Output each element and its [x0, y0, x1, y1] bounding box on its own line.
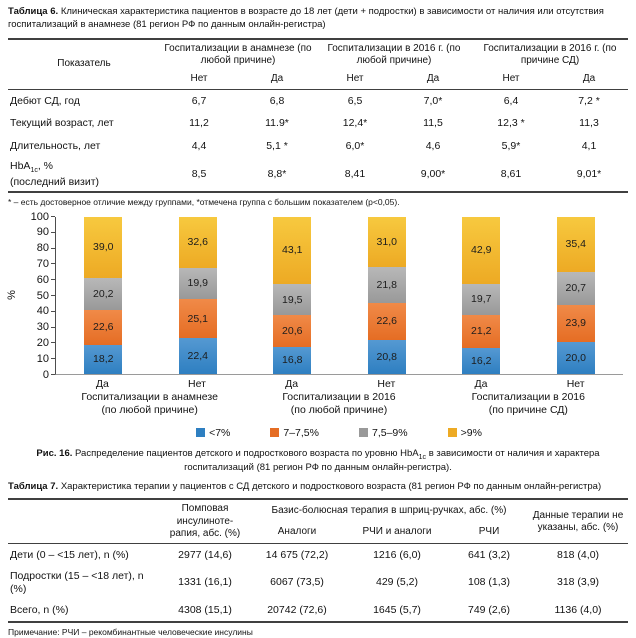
table6-row-label-hba1c: HbA$_{1c}$, % (последний визит)	[10, 160, 100, 188]
legend-label: 7–7,5%	[283, 426, 319, 439]
table6-cell: 6,5	[347, 94, 363, 107]
table7-corner-cell	[8, 499, 160, 543]
table6-cell: 6,7	[191, 94, 207, 107]
y-axis-title: %	[5, 289, 18, 300]
bar-segment: 35,4	[557, 217, 595, 273]
x-category-label: Да	[95, 377, 109, 390]
hba1c-subscript: 1c	[418, 453, 427, 461]
table6-subheader: Да	[270, 73, 284, 85]
bar-segment: 42,9	[462, 217, 500, 284]
y-tick	[25, 305, 55, 317]
table7-cell: 1136 (4,0)	[554, 604, 602, 617]
table7	[8, 498, 628, 623]
legend-swatch	[448, 428, 457, 437]
table6-cell: 9,00*	[420, 168, 446, 181]
table6-row-label: Дебют СД, год	[10, 94, 80, 107]
table6-row-label: Текущий возраст, лет	[10, 117, 114, 130]
plot-area	[55, 217, 623, 375]
legend-item	[448, 427, 482, 439]
table6-cell: 4,6	[425, 139, 441, 152]
legend-label: 7,5–9%	[372, 426, 408, 439]
y-tick	[25, 369, 55, 381]
legend-swatch	[270, 428, 279, 437]
bar-segment: 23,9	[557, 305, 595, 343]
table7-cell: 4308 (15,1)	[178, 604, 232, 617]
table6-subheader: Да	[582, 73, 596, 85]
legend-label: <7%	[209, 426, 231, 439]
bar-segment: 18,2	[84, 345, 122, 374]
table7-note: Примечание: РЧИ – рекомбинантные человеческие инсулины	[8, 627, 253, 638]
table6-cell: 11,2	[189, 117, 209, 130]
table6-group-header-2016-any: Госпитализации в 2016 г. (по любой причине)	[327, 43, 461, 67]
table6-cell: 8,41	[344, 168, 366, 181]
table6-cell: 11,5	[423, 117, 443, 130]
hba1c-subscript: 1c	[30, 167, 38, 175]
x-category-label: Да	[285, 377, 299, 390]
bar	[179, 217, 217, 374]
table7-cell: 1216 (6,0)	[373, 548, 421, 561]
table7-cell: 108 (1,3)	[467, 576, 511, 589]
table6-cell: 11.9*	[265, 117, 289, 130]
table6-header-pokazatel: Показатель	[57, 58, 111, 70]
table7-cell: 749 (2,6)	[467, 604, 511, 617]
bar-segment: 22,6	[368, 303, 406, 340]
table7-cell: 818 (4,0)	[557, 548, 600, 561]
chart-group-label: Госпитализации в 2016 (по причине СД)	[471, 390, 585, 417]
x-category-label: Нет	[566, 377, 585, 390]
bar	[462, 217, 500, 374]
table6-subheader: Да	[426, 73, 440, 85]
bar-segment: 22,6	[84, 310, 122, 345]
table6-caption-text: Клиническая характеристика пациентов в возрасте до 18 лет (дети + подростки) в зависимости от наличия или отсутствия госпитализаций в анамнезе (81 регион РФ по данным онлайн-регистра)	[8, 6, 604, 30]
table6-cell: 11,3	[579, 117, 599, 130]
table6-cell: 4,1	[581, 139, 597, 152]
table7-subheader: РЧИ	[478, 526, 500, 538]
table7-cell: 20742 (72,6)	[267, 604, 327, 617]
table7-cell: 1645 (5,7)	[373, 604, 421, 617]
bar-segment: 22,4	[179, 338, 217, 373]
table6-row	[8, 157, 628, 192]
table7-subheader: Аналоги	[277, 526, 317, 538]
y-tick-label: 0	[42, 368, 49, 381]
legend-item	[270, 427, 319, 439]
table6-cell: 12,4*	[342, 117, 368, 130]
table6-cell: 4,4	[191, 139, 207, 152]
table6-subheader: Нет	[346, 73, 364, 85]
bar-segment: 20,7	[557, 272, 595, 304]
y-tick-label: 30	[36, 321, 49, 334]
bar	[84, 217, 122, 374]
bar-segment: 32,6	[179, 217, 217, 268]
y-tick	[25, 321, 55, 333]
y-tick	[25, 274, 55, 286]
bar-segment: 20,8	[368, 340, 406, 374]
table7-row-label: Подростки (15 – <18 лет), n (%)	[10, 570, 144, 595]
table6-cell: 7,2 *	[578, 94, 600, 107]
bar-segment: 21,2	[462, 315, 500, 348]
y-tick	[25, 353, 55, 365]
table7-cell: 429 (5,2)	[375, 576, 419, 589]
bar-segment: 16,2	[462, 348, 500, 373]
table7-cell: 14 675 (72,2)	[265, 548, 329, 561]
legend-swatch	[359, 428, 368, 437]
y-tick	[25, 242, 55, 254]
table6-row-label: Длительность, лет	[10, 139, 101, 152]
y-tick	[25, 258, 55, 270]
bar	[273, 217, 311, 374]
chart-group-label: Госпитализации в 2016 (по любой причине)	[282, 390, 396, 417]
table6-cell: 6,4	[503, 94, 519, 107]
x-axis-labels	[55, 378, 623, 390]
table6-cell: 6,0*	[345, 139, 365, 152]
table7-cell: 6067 (73,5)	[270, 576, 324, 589]
bar-segment: 43,1	[273, 217, 311, 285]
table7-row	[8, 566, 628, 600]
y-tick-label: 60	[36, 273, 49, 286]
y-tick	[25, 337, 55, 349]
table7-header-basis: Базис-болюсная терапия в шприц-ручках, абс. (%)	[271, 505, 507, 517]
y-tick-label: 10	[36, 352, 49, 365]
table6	[8, 38, 628, 193]
table7-caption: Таблица 7. Характеристика терапии у пациентов с СД детского и подросткового возраста (81 регион РФ по данным онлайн-регистра)	[8, 480, 602, 492]
table6-cell: 5,1 *	[266, 139, 288, 152]
chart-group-label: Госпитализации в анамнезе (по любой причине)	[81, 390, 218, 417]
table6-subheader: Нет	[190, 73, 208, 85]
bar-segment: 19,7	[462, 284, 500, 315]
table6-row	[8, 112, 628, 135]
y-tick-label: 40	[36, 305, 49, 318]
table6-row	[8, 135, 628, 158]
table7-row	[8, 600, 628, 623]
table7-header-unknown: Данные терапии не указаны, абс. (%)	[532, 509, 624, 533]
table7-cell: 641 (3,2)	[467, 548, 511, 561]
table6-group-header-anamnez: Госпитализации в анамнезе (по любой причине)	[164, 43, 312, 67]
bar-segment: 20,6	[273, 315, 311, 347]
bar-segment: 16,8	[273, 347, 311, 373]
table6-cell: 8,8*	[267, 168, 287, 181]
bar-segment: 39,0	[84, 217, 122, 278]
table6-row	[8, 89, 628, 112]
y-tick-label: 80	[36, 242, 49, 255]
table7-subheader: РЧИ и аналоги	[362, 526, 432, 538]
y-tick	[25, 290, 55, 302]
bar-segment: 20,0	[557, 342, 595, 373]
table6-cell: 6,8	[269, 94, 285, 107]
table7-row	[8, 544, 628, 566]
table6-cell: 9,01*	[576, 168, 602, 181]
table6-caption	[8, 6, 628, 31]
bar	[368, 217, 406, 374]
x-category-label: Нет	[377, 377, 396, 390]
table7-row-label: Дети (0 – <15 лет), n (%)	[10, 548, 129, 561]
bar-segment: 31,0	[368, 217, 406, 268]
table6-footnote: * – есть достоверное отличие между группами, *отмечена группа с большим показателем (p<0,05).	[8, 197, 400, 208]
table7-cell: 2977 (14,6)	[178, 548, 232, 561]
y-axis	[21, 210, 55, 381]
y-tick-label: 20	[36, 336, 49, 349]
table6-cell: 5,9*	[501, 139, 521, 152]
y-tick	[25, 226, 55, 238]
x-category-label: Нет	[188, 377, 206, 390]
y-tick-label: 100	[30, 210, 49, 223]
table6-cell: 8,5	[191, 168, 207, 181]
table7-row-label: Всего, n (%)	[10, 604, 69, 617]
table6-cell: 7,0*	[423, 94, 443, 107]
chart-legend	[55, 427, 623, 439]
chart-group-labels	[55, 391, 623, 418]
table7-header-pump: Помповая инсулиноте-рапия, абс. (%)	[169, 503, 241, 539]
legend-item	[196, 427, 230, 439]
table7-cell: 318 (3,9)	[557, 576, 600, 589]
bar-segment: 21,8	[368, 267, 406, 303]
table6-group-header-2016-sd: Госпитализации в 2016 г. (по причине СД)	[483, 43, 617, 67]
x-category-label: Да	[474, 377, 488, 390]
table6-caption-label: Таблица 6.	[8, 6, 59, 17]
table6-cell: 12,3 *	[497, 117, 525, 130]
figure16-caption: Рис. 16. Распределение пациентов детского и подросткового возраста по уровню HbA$_{1c}$ в зависимости от наличия и характера госпитализаций (81 регион РФ по данным онлайн-регистра).	[36, 447, 600, 474]
y-tick-label: 70	[36, 257, 49, 270]
bar-segment: 25,1	[179, 299, 217, 338]
bar-segment: 19,5	[273, 284, 311, 315]
legend-item	[359, 427, 408, 439]
hba1c-stacked-chart	[5, 210, 628, 439]
y-tick-label: 50	[36, 289, 49, 302]
y-tick	[25, 211, 55, 223]
table6-subheader: Нет	[502, 73, 520, 85]
legend-swatch	[196, 428, 205, 437]
bar-segment: 19,9	[179, 268, 217, 299]
legend-label: >9%	[460, 426, 482, 439]
bar	[557, 217, 595, 374]
bar-segment: 20,2	[84, 278, 122, 310]
y-tick-label: 90	[36, 226, 49, 239]
table7-cell: 1331 (16,1)	[178, 576, 232, 589]
table6-cell: 8,61	[500, 168, 522, 181]
